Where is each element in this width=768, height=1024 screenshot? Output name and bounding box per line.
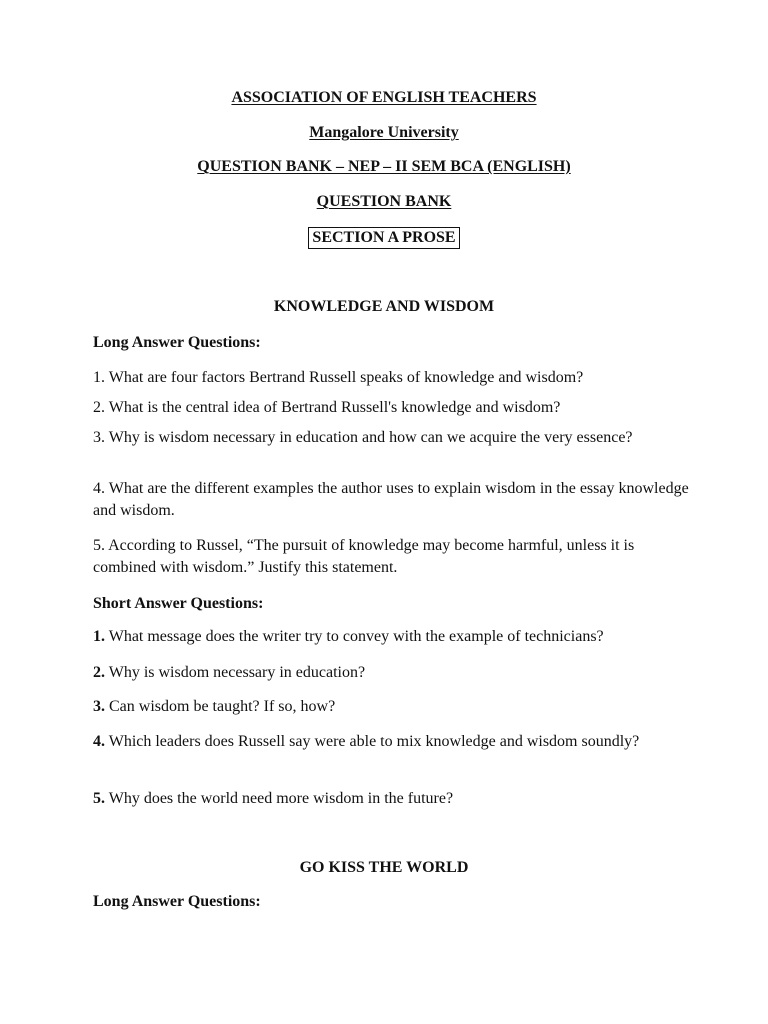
university-heading: Mangalore University [309, 124, 459, 141]
chapter-title-knowledge-wisdom: KNOWLEDGE AND WISDOM [273, 298, 495, 315]
short-question-number: 1. [93, 628, 105, 645]
long-answer-heading-2: Long Answer Questions: [93, 893, 261, 910]
short-question-number: 5. [93, 790, 105, 807]
short-answer-heading: Short Answer Questions: [93, 595, 264, 612]
question-bank-heading: QUESTION BANK [316, 193, 452, 210]
short-question-number: 2. [93, 664, 105, 681]
short-question-1 [93, 626, 693, 648]
long-answer-heading: Long Answer Questions: [93, 334, 261, 351]
short-question-4 [93, 731, 693, 753]
section-heading: SECTION A PROSE [308, 227, 459, 249]
chapter-title-go-kiss-the-world: GO KISS THE WORLD [299, 859, 469, 876]
short-question-text: Which leaders does Russell say were able to mix knowledge and wisdom soundly? [105, 733, 640, 750]
long-question-5: 5. According to Russel, “The pursuit of knowledge may become harmful, unless it is combined with wisdom.” Justify this statement. [93, 537, 635, 576]
short-question-2 [93, 662, 693, 684]
association-heading: ASSOCIATION OF ENGLISH TEACHERS [231, 89, 537, 106]
long-question-4: 4. What are the different examples the author uses to explain wisdom in the essay knowledge and wisdom. [93, 480, 689, 519]
section-heading-wrapper [0, 227, 768, 249]
short-question-number: 3. [93, 698, 105, 715]
long-question-2: 2. What is the central idea of Bertrand Russell's knowledge and wisdom? [93, 399, 561, 416]
long-question-1: 1. What are four factors Bertrand Russell speaks of knowledge and wisdom? [93, 369, 584, 386]
short-question-5 [93, 788, 693, 810]
short-question-text: Can wisdom be taught? If so, how? [105, 698, 336, 715]
short-question-text: Why does the world need more wisdom in the future? [105, 790, 454, 807]
short-question-text: What message does the writer try to convey with the example of technicians? [105, 628, 604, 645]
program-heading: QUESTION BANK – NEP – II SEM BCA (ENGLISH) [197, 158, 571, 175]
short-question-text: Why is wisdom necessary in education? [105, 664, 366, 681]
short-question-3 [93, 696, 693, 718]
short-question-number: 4. [93, 733, 105, 750]
long-question-3: 3. Why is wisdom necessary in education and how can we acquire the very essence? [93, 429, 633, 446]
